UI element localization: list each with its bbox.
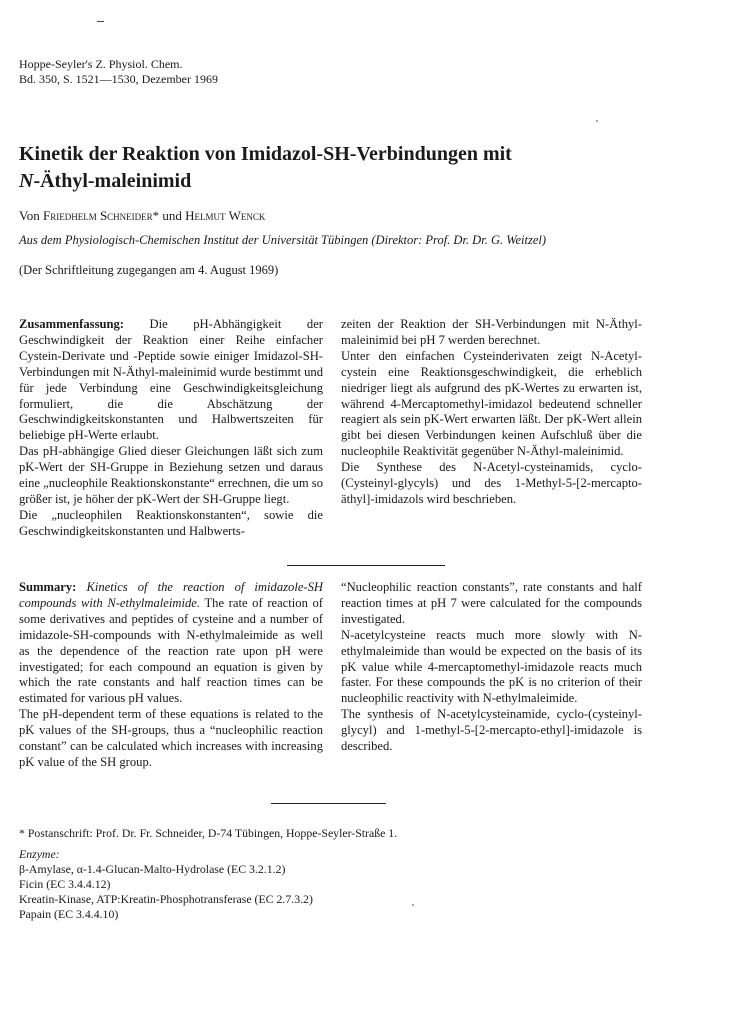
author-1: Friedhelm Schneider: [42, 208, 153, 223]
title-line-2: N-Äthyl-maleinimid: [19, 170, 192, 192]
summary-right-column: “Nucleophilic reaction constants”, rate constants and half reaction times at pH 7 were calculated for the compounds investigated. N-acetylcysteine reacts much more slowly with N-ethylmaleimide than would be expected on the basis of its pK value while 4-mercaptomethyl-imidazole reacts much faster. For these compounds the pK is no criterion of their nucleophilic reactivity with N-ethylmaleimide. The synthesis of N-acetylcysteinamide, cyclo-(cysteinyl-glycyl) and 1-methyl-5-[2-mercapto-ethyl]-imidazole is described.: [341, 580, 642, 754]
section-divider: [287, 565, 445, 566]
enzyme-heading: Enzyme:: [19, 847, 60, 861]
footnote-divider: [271, 803, 386, 804]
enzyme-list: [19, 847, 313, 922]
received-date: (Der Schriftleitung zugegangen am 4. August 1969): [19, 263, 279, 277]
enzyme-item: β-Amylase, α-1.4-Glucan-Malto-Hydrolase (EC 3.2.1.2): [19, 862, 286, 876]
institution: Aus dem Physiologisch-Chemischen Institut der Universität Tübingen (Direktor: Prof. Dr. Dr. G. Weitzel): [19, 233, 547, 247]
top-dash-mark: [97, 21, 104, 22]
enzyme-item: Ficin (EC 3.4.4.12): [19, 877, 111, 891]
article-title: [19, 141, 619, 195]
zusammenfassung-right-column: zeiten der Reaktion der SH-Verbindungen mit N-Äthyl-maleinimid bei pH 7 werden berechnet. Unter den einfachen Cysteinderivaten zeigt N-Acetyl-cystein eine Reaktionsgeschwindigkeit, die erheblich niedriger liegt als aufgrund des pK-Wertes zu erwarten ist, während 4-Mercaptomethyl-imidazol bedeutend schneller reagiert als sein pK-Wert erwarten läßt. Der pK-Wert allein gibt bei diesen Verbindungen keinen Aufschluß über die nucleophile Reaktivität gegenüber N-Äthyl-maleinimid. Die Synthese des N-Acetyl-cysteinamids, cyclo-(Cysteinyl-glycyls) und des 1-Methyl-5-[2-mercapto-äthyl]-imidazols wird beschrieben.: [341, 317, 642, 506]
journal-name: Hoppe-Seyler's Z. Physiol. Chem.: [19, 57, 183, 71]
author-2: Helmut Wenck: [185, 208, 266, 223]
enzyme-item: Papain (EC 3.4.4.10): [19, 907, 119, 921]
postal-address-footnote: * Postanschrift: Prof. Dr. Fr. Schneider, D-74 Tübingen, Hoppe-Seyler-Straße 1.: [19, 826, 398, 840]
summary-left-column: Summary: Kinetics of the reaction of imidazole-SH compounds with N-ethylmaleimide. The rate of reaction of some derivatives and peptides of cysteine and a number of imidazole-SH-compounds with N-ethylmaleimide as well as the dependence of the reaction rate upon pH were investigated; for each compound an equation is given by which the rate constants and half reaction times can be estimated for various pH values. The pH-dependent term of these equations is related to the pK values of the SH-groups, thus a “nucleophilic reaction constant” can be calculated which increases with increasing pK value of the SH group.: [19, 580, 323, 769]
summary-label: Summary:: [19, 580, 77, 594]
zusammenfassung-left-column: Zusammenfassung: Die pH-Abhängigkeit der Geschwindigkeit der Reaktion einer Reihe einfacher Cystein-Derivate und -Peptide sowie einiger Imidazol-SH-Verbindungen mit N-Äthyl-maleinimid wurde bestimmt und für jede Verbindung eine Geschwindigkeitsgleichung formuliert, die die Abschätzung der Geschwindigkeitskonstanten und Halbwertszeiten für beliebige pH-Werte erlaubt. Das pH-abhängige Glied dieser Gleichungen läßt sich zum pK-Wert der SH-Gruppe in Beziehung setzen und daraus eine „nucleophile Reaktionskonstante“ errechnen, die um so größer ist, je höher der pK-Wert der SH-Gruppe liegt. Die „nucleophilen Reaktionskonstanten“, sowie die Geschwindigkeitskonstanten und Halbwerts-: [19, 317, 323, 538]
zusammenfassung-label: Zusammenfassung:: [19, 317, 124, 331]
enzyme-item: Kreatin-Kinase, ATP:Kreatin-Phosphotransferase (EC 2.7.3.2): [19, 892, 313, 906]
title-line-1: Kinetik der Reaktion von Imidazol-SH-Verbindungen mit: [19, 143, 512, 165]
speck-mark: [412, 904, 414, 906]
author-line: Von Friedhelm Schneider* und Helmut Wenck: [19, 208, 266, 223]
speck-mark: [596, 120, 598, 122]
citation: Bd. 350, S. 1521—1530, Dezember 1969: [19, 72, 218, 86]
